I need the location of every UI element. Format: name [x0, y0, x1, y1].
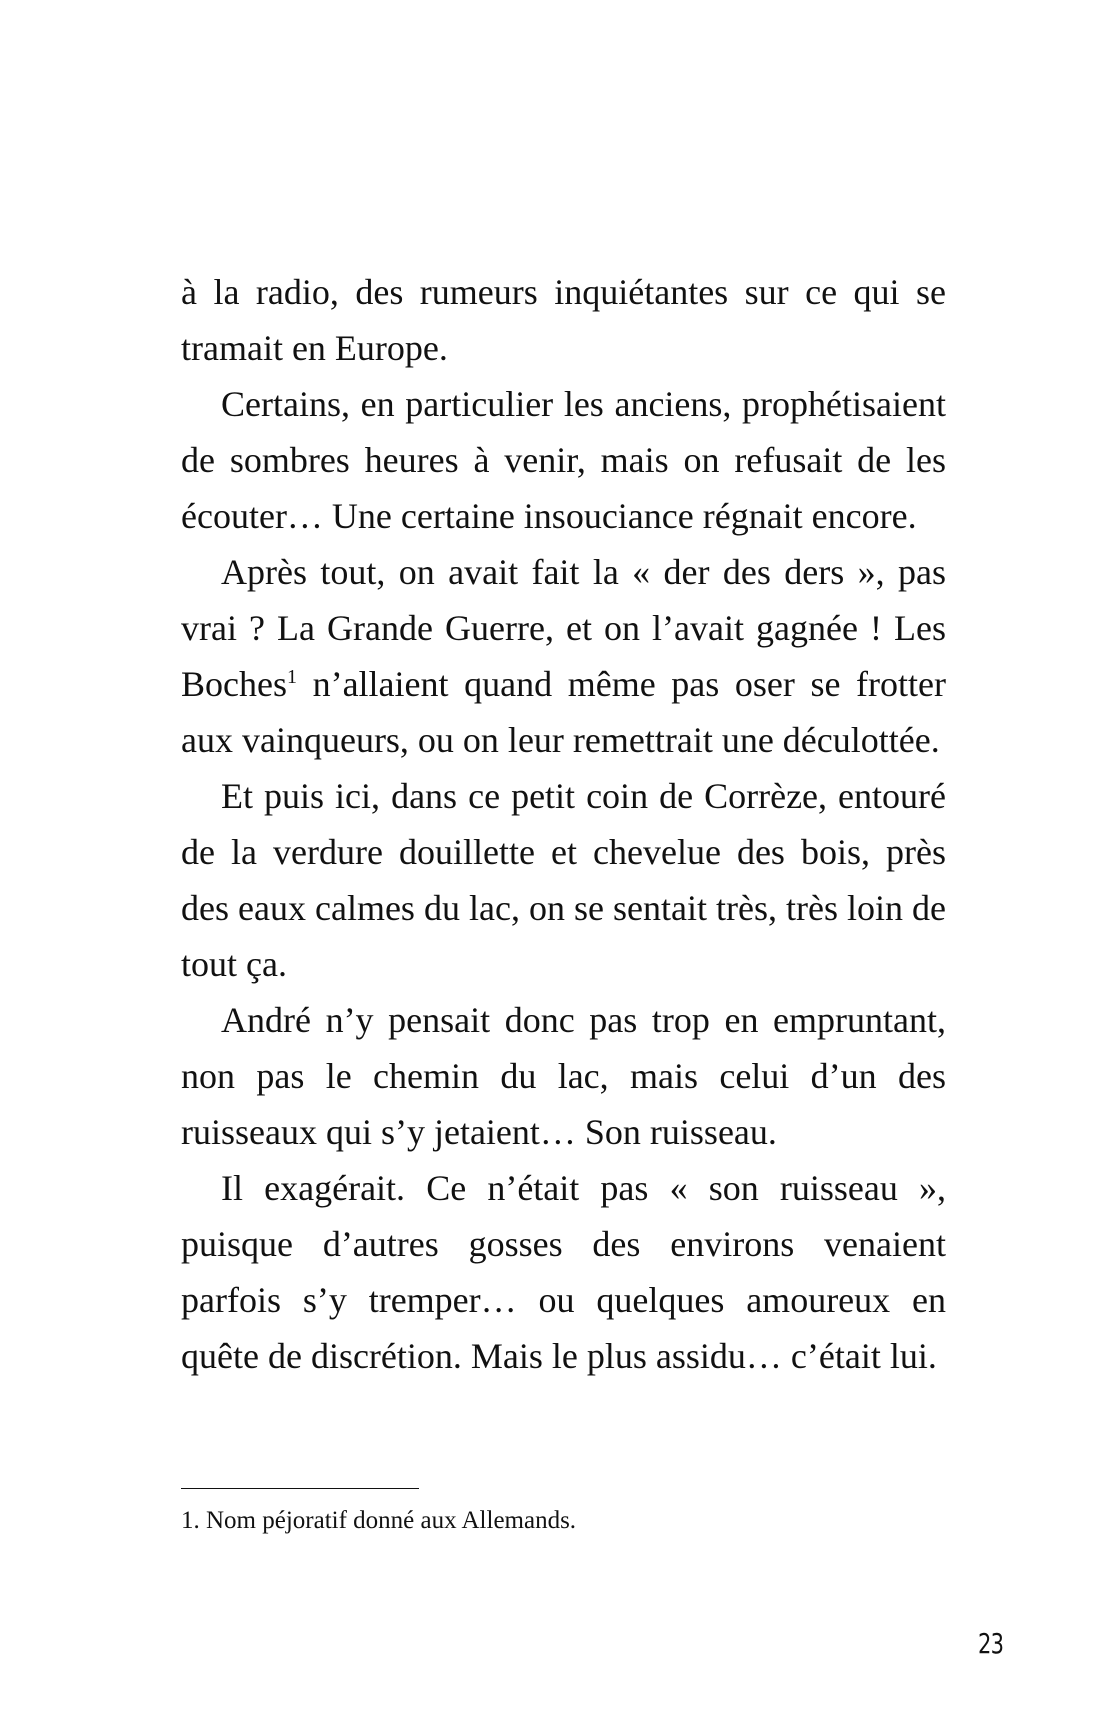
page-number: 23 — [978, 1627, 1004, 1660]
footnote-divider — [181, 1488, 419, 1489]
body-text — [181, 264, 946, 1384]
paragraph-3-part-2: n’allaient quand même pas oser se frotter aux vainqueurs, ou on leur remettrait une déculottée. — [181, 664, 946, 760]
footnote: 1. Nom péjoratif donné aux Allemands. — [181, 1507, 577, 1534]
paragraph-6: Il exagérait. Ce n’était pas « son ruisseau », puisque d’autres gosses des environs venaient parfois s’y tremper… ou quelques amoureux en quête de discrétion. Mais le plus assidu… c’était lui. — [181, 1168, 946, 1376]
paragraph-4: Et puis ici, dans ce petit coin de Corrèze, entouré de la verdure douillette et chevelue des bois, près des eaux calmes du lac, on se sentait très, très loin de tout ça. — [181, 776, 946, 984]
paragraph-1: à la radio, des rumeurs inquiétantes sur ce qui se tramait en Europe. — [181, 272, 946, 368]
paragraph-5: André n’y pensait donc pas trop en empruntant, non pas le chemin du lac, mais celui d’un des ruisseaux qui s’y jetaient… Son ruisseau. — [181, 1000, 946, 1152]
paragraph-3-part-1: Après tout, on avait fait la « der des ders », pas vrai ? La Grande Guerre, et on l’avait gagnée ! Les Boches — [181, 552, 946, 704]
paragraph-2: Certains, en particulier les anciens, prophétisaient de sombres heures à venir, mais on refusait de les écouter… Une certaine insouciance régnait encore. — [181, 384, 946, 536]
paragraph-3 — [181, 544, 946, 768]
footnote-reference: 1 — [286, 666, 297, 688]
